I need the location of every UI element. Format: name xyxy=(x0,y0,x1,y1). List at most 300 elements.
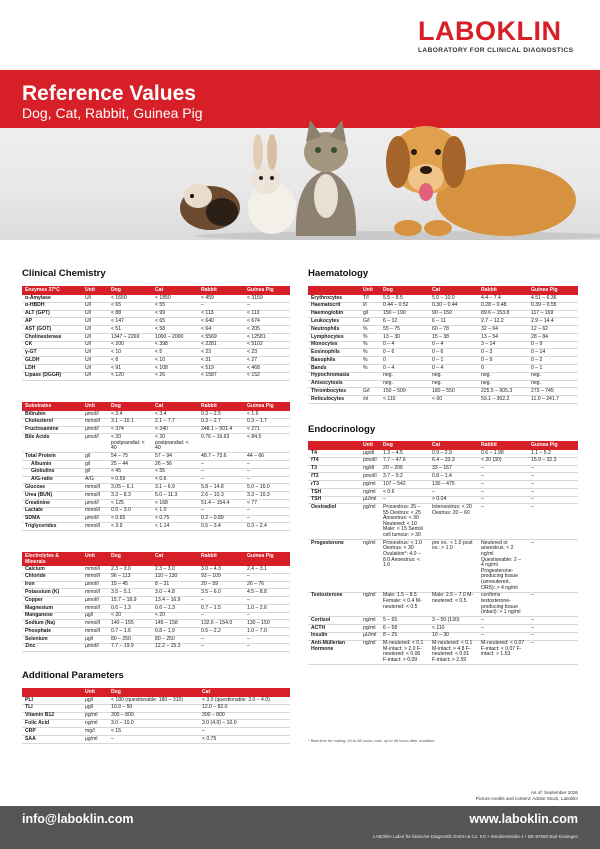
value-cell: < 168 xyxy=(152,500,198,508)
value-cell: M-neutered: < 0.1 M-intact: > 2.0 F-neutered: < 0.06 F-intact: > 0.09 xyxy=(380,640,429,665)
unit-cell: µg/l xyxy=(82,636,108,644)
value-cell: 0.8 – 1.9 xyxy=(152,628,198,636)
table-row xyxy=(308,349,578,357)
value-cell: 33 – 167 xyxy=(429,465,478,473)
value-cell: < 2281 xyxy=(198,341,244,349)
value-cell: – xyxy=(429,488,478,496)
mating-footnote: * Best time for mating: 24 to 48 hours, max. up to 96 hours after ovulation. xyxy=(308,738,436,743)
value-cell: 93 – 109 xyxy=(198,573,244,581)
value-cell: 3.5 – 6.0 xyxy=(198,589,244,597)
value-cell: neg. xyxy=(429,380,478,388)
value-cell: 2.4 – 3.1 xyxy=(244,566,290,573)
value-cell: < 125 xyxy=(108,500,152,508)
value-cell: 80 – 250 xyxy=(108,636,152,644)
parameter-name: Eosinophils xyxy=(308,349,360,357)
unit-cell: ng/ml xyxy=(360,617,380,625)
value-cell: < 99 xyxy=(152,310,198,318)
parameter-name: TSH xyxy=(308,488,360,496)
column-header: Guinea Pig xyxy=(244,552,290,566)
value-cell: 28 – 84 xyxy=(528,333,578,341)
unit-cell: U/l xyxy=(82,349,108,357)
value-cell: 80 – 250 xyxy=(152,636,198,644)
table-row xyxy=(308,540,578,593)
parameter-name: Triglycerides xyxy=(22,523,82,531)
value-cell: 107 – 542 xyxy=(380,481,429,489)
value-cell: 0.2 – 0.89 xyxy=(198,515,244,523)
value-cell: 3.0 – 4.3 xyxy=(198,566,244,573)
value-cell: < 84.5 xyxy=(244,434,290,453)
value-cell: < 110 xyxy=(429,625,478,633)
table-row xyxy=(22,295,290,302)
unit-cell: U/l xyxy=(82,333,108,341)
unit-cell: U/l xyxy=(82,310,108,318)
table-row xyxy=(22,310,290,318)
parameter-name: Erythrocytes xyxy=(308,295,360,302)
value-cell: 0.8 – 1.4 xyxy=(429,473,478,481)
column-header: Dog xyxy=(380,286,429,295)
value-cell: < 65 xyxy=(108,302,152,310)
parameter-name: Manganese xyxy=(22,612,82,620)
table-row xyxy=(308,504,578,540)
value-cell: – xyxy=(528,632,578,640)
value-cell: 3.1 – 6.9 xyxy=(152,484,198,492)
parameter-name: T3 xyxy=(308,465,360,473)
value-cell: Interoestrus: < 20 Oestrus: 20 – 60 xyxy=(429,504,478,540)
value-cell: < 23 xyxy=(198,349,244,357)
value-cell: 2.3 – 3.0 xyxy=(152,566,198,573)
value-cell: < 20 xyxy=(152,612,198,620)
cat-illustration xyxy=(296,120,356,236)
value-cell: 145 – 158 xyxy=(152,620,198,628)
value-cell: Prooestrus: < 1.0 Oestrus: < 30 Ovulation*: 4.0 – 8.0 Anoestrus: < 1.0 xyxy=(380,540,429,593)
value-cell: – xyxy=(528,496,578,504)
table-row xyxy=(22,468,290,476)
unit-cell: µmol/l xyxy=(82,411,108,418)
table-row xyxy=(22,636,290,644)
column-header: Unit xyxy=(82,688,108,697)
unit-cell: pmol/l xyxy=(360,473,380,481)
value-cell: 6 – 12 xyxy=(380,318,429,326)
value-cell: 3.0 – 4.8 xyxy=(152,589,198,597)
parameter-name: Leukocytes xyxy=(308,318,360,326)
value-cell: < 55 xyxy=(152,468,198,476)
table-row xyxy=(308,465,578,473)
value-cell: 0.3 – 2.5 xyxy=(198,411,244,418)
value-cell: 1000 – 2000 xyxy=(152,333,198,341)
table-row xyxy=(308,496,578,504)
table-row xyxy=(22,326,290,334)
value-cell: < 0.75 xyxy=(152,515,198,523)
parameter-name: Basophils xyxy=(308,357,360,365)
value-cell: Neutered or anoestrus: < 2 ng/ml Questionable: 2 – 4 ng/ml Progesterone-producing tissue (unneutered, ORS): > 4 ng/ml xyxy=(478,540,528,593)
unit-cell: pg/ml xyxy=(82,712,108,720)
table-row xyxy=(308,310,578,318)
haematology-table xyxy=(308,286,578,404)
unit-cell: U/l xyxy=(82,295,108,302)
value-cell: 180 – 550 xyxy=(429,388,478,396)
unit-cell: mmol/l xyxy=(82,566,108,573)
unit-cell: mmol/l xyxy=(82,573,108,581)
parameter-name: Cortisol xyxy=(308,617,360,625)
value-cell: 1.0 – 2.6 xyxy=(244,604,290,612)
value-cell: 1.3 – 4.5 xyxy=(380,450,429,457)
table-row xyxy=(22,515,290,523)
unit-cell: µU/ml xyxy=(360,632,380,640)
table-row xyxy=(22,620,290,628)
value-cell: < 1850 xyxy=(152,295,198,302)
table-row xyxy=(22,704,290,712)
value-cell: 25 – 44 xyxy=(108,461,152,469)
value-cell: < 3.0 (questionable: 3.0 – 4.0) xyxy=(199,697,290,704)
value-cell: – xyxy=(528,504,578,540)
table-row xyxy=(22,318,290,326)
value-cell: 3.1 – 10.1 xyxy=(108,418,152,426)
unit-cell xyxy=(360,372,380,380)
column-header: Cat xyxy=(429,286,478,295)
unit-cell: mmol/l xyxy=(82,628,108,636)
value-cell: < 23 xyxy=(244,349,290,357)
parameter-name: SAA xyxy=(22,735,82,743)
value-cell: 51.4 – 154.4 xyxy=(198,500,244,508)
table-row xyxy=(308,457,578,465)
table-row xyxy=(22,302,290,310)
parameter-name: ALT (GPT) xyxy=(22,310,82,318)
value-cell: 4.4 – 7.4 xyxy=(478,295,528,302)
value-cell: – xyxy=(198,476,244,484)
column-header: Enzymes 37°C xyxy=(22,286,82,295)
value-cell: 10.9 – 50 xyxy=(108,704,199,712)
parameter-name: Progesterone xyxy=(308,540,360,593)
value-cell: 0.9 – 2.9 xyxy=(429,450,478,457)
table-row xyxy=(22,507,290,515)
value-cell: 5 – 65 xyxy=(380,617,429,625)
value-cell: < 0.6 xyxy=(152,476,198,484)
page-title: Reference Values xyxy=(22,82,196,105)
table-row xyxy=(308,357,578,365)
value-cell: < 0.59 xyxy=(108,476,152,484)
value-cell: < 26 xyxy=(152,372,198,380)
value-cell: 90 – 150 xyxy=(429,310,478,318)
unit-cell: mmol/l xyxy=(82,589,108,597)
rabbit-illustration xyxy=(248,134,296,234)
table-row xyxy=(22,728,290,736)
value-cell: < 0.6 xyxy=(380,488,429,496)
substrates-table xyxy=(22,402,290,531)
table-row xyxy=(22,453,290,461)
unit-cell: mmol/l xyxy=(82,620,108,628)
value-cell: 5.0 – 16.0 xyxy=(244,484,290,492)
value-cell: – xyxy=(478,488,528,496)
value-cell: 12 – 62 xyxy=(528,326,578,334)
parameter-name: Glucose xyxy=(22,484,82,492)
parameter-name: ACTH xyxy=(308,625,360,633)
parameter-name: TSH xyxy=(308,496,360,504)
parameter-name: Vitamin B12 xyxy=(22,712,82,720)
table-row xyxy=(22,357,290,365)
value-cell: 10 – 30 xyxy=(429,632,478,640)
value-cell: – xyxy=(244,573,290,581)
column-header xyxy=(308,286,360,295)
column-header: Substrates xyxy=(22,402,82,411)
value-cell: neg. xyxy=(380,372,429,380)
clinical-chemistry-title: Clinical Chemistry xyxy=(22,268,106,279)
column-header: Dog xyxy=(380,441,429,450)
value-cell: < 5102 xyxy=(244,341,290,349)
value-cell: 57 – 94 xyxy=(152,453,198,461)
value-cell: < 113 xyxy=(244,310,290,318)
value-cell: 32 – 64 xyxy=(478,326,528,334)
value-cell: – xyxy=(478,625,528,633)
value-cell: – xyxy=(244,515,290,523)
value-cell: < 20 postprandial: < 40 xyxy=(108,434,152,453)
value-cell: < 1587 xyxy=(198,372,244,380)
value-cell: 0 – 14 xyxy=(528,349,578,357)
parameter-name: Testosterone xyxy=(308,592,360,617)
parameter-name: Bilirubin xyxy=(22,411,82,418)
parameter-name: Lactate xyxy=(22,507,82,515)
value-cell: < 398 xyxy=(152,341,198,349)
unit-cell: µmol/l xyxy=(82,434,108,453)
value-cell: Male: 1.5 – 8.5 Female: < 0.4 M-neutered: < 0.5 xyxy=(380,592,429,617)
parameter-name: α-Amylase xyxy=(22,295,82,302)
value-cell: < 1.0 xyxy=(152,507,198,515)
value-cell: 0.39 – 0.55 xyxy=(528,302,578,310)
value-cell: 0.6 – 1.3 xyxy=(108,604,152,612)
table-row xyxy=(22,492,290,500)
value-cell: 4.51 – 6.36 xyxy=(528,295,578,302)
value-cell: 8 – 25 xyxy=(380,632,429,640)
value-cell: 3.3 – 10.3 xyxy=(244,492,290,500)
unit-cell: pg/ml xyxy=(360,481,380,489)
value-cell: – xyxy=(244,636,290,644)
value-cell: 110 – 130 xyxy=(152,573,198,581)
value-cell: 3.0 – 10.0 xyxy=(108,720,199,728)
value-cell: 12.2 – 15.3 xyxy=(152,643,198,651)
value-cell: < 200 xyxy=(108,341,152,349)
column-header: Guinea Pig xyxy=(244,402,290,411)
logo-tagline: LABORATORY FOR CLINICAL DIAGNOSTICS xyxy=(418,47,574,54)
table-row xyxy=(22,434,290,453)
unit-cell: g/l xyxy=(82,468,108,476)
value-cell: < 3159 xyxy=(244,295,290,302)
value-cell: < 3.9 xyxy=(108,523,152,531)
value-cell: < 468 xyxy=(244,365,290,373)
value-cell: 140 – 155 xyxy=(108,620,152,628)
value-cell: < 340 xyxy=(152,426,198,434)
value-cell: – xyxy=(244,597,290,605)
value-cell: 15 – 38 xyxy=(429,333,478,341)
value-cell: 15.7 – 18.9 xyxy=(108,597,152,605)
value-cell: – xyxy=(198,507,244,515)
endocrinology-table xyxy=(308,441,578,665)
unit-cell: ng/ml xyxy=(360,640,380,665)
value-cell: – xyxy=(478,496,528,504)
parameter-name: TLI xyxy=(22,704,82,712)
table-row xyxy=(22,697,290,704)
value-cell: < 0.75 xyxy=(199,735,290,743)
value-cell: confirms testosterone-producing tissue (intact): > 1 ng/ml xyxy=(478,592,528,617)
parameter-name: SDMA xyxy=(22,515,82,523)
value-cell: – xyxy=(528,473,578,481)
value-cell: 130 – 475 xyxy=(429,481,478,489)
unit-cell: U/l xyxy=(82,318,108,326)
hero-animals-image xyxy=(176,100,600,240)
value-cell: 5.5 – 8.5 xyxy=(380,295,429,302)
parameter-name: Oestradiol xyxy=(308,504,360,540)
parameter-name: Zinc xyxy=(22,643,82,651)
column-header xyxy=(22,688,82,697)
value-cell: 0.5 – 3.0 xyxy=(108,507,152,515)
unit-cell: pmol/l xyxy=(360,457,380,465)
value-cell: 1.0 – 7.0 xyxy=(244,628,290,636)
parameter-name: Chloride xyxy=(22,573,82,581)
parameter-name: Reticulocytes xyxy=(308,396,360,404)
value-cell: 3.7 – 9.2 xyxy=(380,473,429,481)
parameter-name: Anisocytosis xyxy=(308,380,360,388)
value-cell: < 58 xyxy=(152,326,198,334)
dog-illustration xyxy=(386,126,576,236)
logo-wordmark: LABOKLIN xyxy=(418,16,562,46)
parameter-name: Cholinesterase xyxy=(22,333,82,341)
value-cell: – xyxy=(528,488,578,496)
unit-cell: G/l xyxy=(360,388,380,396)
value-cell: 3.3 – 8.3 xyxy=(108,492,152,500)
value-cell: – xyxy=(198,461,244,469)
value-cell: neg. xyxy=(478,380,528,388)
value-cell: 150 – 190 xyxy=(380,310,429,318)
parameter-name: Haemoglobin xyxy=(308,310,360,318)
value-cell: < 110 xyxy=(380,396,429,404)
value-cell: < 51 xyxy=(108,326,152,334)
value-cell: 0 – 6 xyxy=(429,349,478,357)
column-header: Dog xyxy=(108,552,152,566)
value-cell: 150 – 500 xyxy=(380,388,429,396)
enzymes-table xyxy=(22,286,290,381)
value-cell: 0.7 – 1.6 xyxy=(108,628,152,636)
unit-cell: % xyxy=(360,333,380,341)
value-cell: < 10 xyxy=(108,349,152,357)
parameter-name: A/G-ratio xyxy=(22,476,82,484)
value-cell: 5.0 – 11.3 xyxy=(152,492,198,500)
parameter-name: γ-GT xyxy=(22,349,82,357)
value-cell: M-neutered: < 0.07 F-intact: < 0.07 F-intact: > 1.53 xyxy=(478,640,528,665)
value-cell: – xyxy=(380,496,429,504)
value-cell: < 3.4 xyxy=(108,411,152,418)
value-cell: – xyxy=(478,504,528,540)
parameter-name: Folic Acid xyxy=(22,720,82,728)
value-cell: 0.6 – 1.98 xyxy=(478,450,528,457)
value-cell: < 374 xyxy=(108,426,152,434)
value-cell: 0.30 – 0.44 xyxy=(429,302,478,310)
column-header: Cat xyxy=(152,552,198,566)
picture-credits: Picture credits and content: Adobe Stock, Laboklin xyxy=(475,796,578,801)
footer-website-link[interactable]: www.laboklin.com xyxy=(469,812,578,826)
unit-cell: µmol/l xyxy=(82,426,108,434)
table-row xyxy=(308,295,578,302)
value-cell: – xyxy=(244,468,290,476)
unit-cell: mg/l xyxy=(82,728,108,736)
value-cell: < 15 xyxy=(108,728,199,736)
value-cell: 0 – 2 xyxy=(528,357,578,365)
unit-cell: µmol/l xyxy=(82,515,108,523)
value-cell: 1347 – 2269 xyxy=(108,333,152,341)
value-cell: 5.8 – 14.8 xyxy=(198,484,244,492)
table-row xyxy=(308,372,578,380)
value-cell: – xyxy=(528,540,578,593)
value-cell: > 0.04 xyxy=(429,496,478,504)
table-row xyxy=(22,341,290,349)
value-cell: < 91 xyxy=(108,365,152,373)
value-cell: – xyxy=(244,461,290,469)
value-cell: – xyxy=(198,636,244,644)
value-cell: 0 – 4 xyxy=(380,341,429,349)
value-cell: < 180 (questionable: 180 – 310) xyxy=(108,697,199,704)
value-cell: – xyxy=(528,625,578,633)
unit-cell: mmol/l xyxy=(82,418,108,426)
unit-cell: mmol/l xyxy=(82,604,108,612)
value-cell: < 147 xyxy=(108,318,152,326)
column-header: Cat xyxy=(152,286,198,295)
table-row xyxy=(22,612,290,620)
table-row xyxy=(22,720,290,728)
parameter-name: Potassium (K) xyxy=(22,589,82,597)
table-row xyxy=(308,488,578,496)
value-cell: < 271 xyxy=(244,426,290,434)
table-row xyxy=(308,592,578,617)
value-cell: < 5569 xyxy=(198,333,244,341)
parameter-name: Lipase (DGGR) xyxy=(22,372,82,380)
value-cell: 0 – 4 xyxy=(429,341,478,349)
footer-address: LABOklin Labor für klinische Diagnostik GmbH & Co. KG • Steubenstraße 4 • DE-97688 Bad Kissingen xyxy=(372,834,578,839)
value-cell: 7.7 – 19.9 xyxy=(108,643,152,651)
footer-email-link[interactable]: info@laboklin.com xyxy=(22,812,134,826)
column-header: Cat xyxy=(199,688,290,697)
unit-cell: µmol/l xyxy=(82,643,108,651)
value-cell: < 674 xyxy=(244,318,290,326)
parameter-name: Hypochromasia xyxy=(308,372,360,380)
publication-info xyxy=(476,790,578,802)
value-cell: 2.9 – 14.4 xyxy=(528,318,578,326)
parameter-name: Sodium (Na) xyxy=(22,620,82,628)
value-cell: 3.0 (4.0) – 10.0 xyxy=(199,720,290,728)
unit-cell: l/l xyxy=(360,302,380,310)
table-row xyxy=(308,481,578,489)
unit-cell: µmol/l xyxy=(82,581,108,589)
parameter-name: T4 xyxy=(308,450,360,457)
column-header: Unit xyxy=(360,441,380,450)
column-header: Dog xyxy=(108,402,152,411)
value-cell: – xyxy=(478,617,528,625)
value-cell: 13 – 54 xyxy=(478,333,528,341)
value-cell: 248.1 – 501.4 xyxy=(198,426,244,434)
unit-cell: /nl xyxy=(360,396,380,404)
unit-cell: µmol/l xyxy=(82,597,108,605)
value-cell: 0 – 4 xyxy=(429,365,478,373)
value-cell: < 60 xyxy=(429,396,478,404)
value-cell: 12.0 – 82.0 xyxy=(199,704,290,712)
parameter-name: α-HBDH xyxy=(22,302,82,310)
unit-cell xyxy=(360,380,380,388)
value-cell: 0 xyxy=(478,365,528,373)
table-row xyxy=(308,302,578,310)
value-cell: – xyxy=(198,643,244,651)
value-cell: < 10 xyxy=(152,357,198,365)
value-cell: Male: 2.5 – 7.0 M-neutered: < 0.5 xyxy=(429,592,478,617)
table-row xyxy=(22,523,290,531)
value-cell: – xyxy=(528,592,578,617)
value-cell: neg. xyxy=(478,372,528,380)
column-header: Cat xyxy=(429,441,478,450)
